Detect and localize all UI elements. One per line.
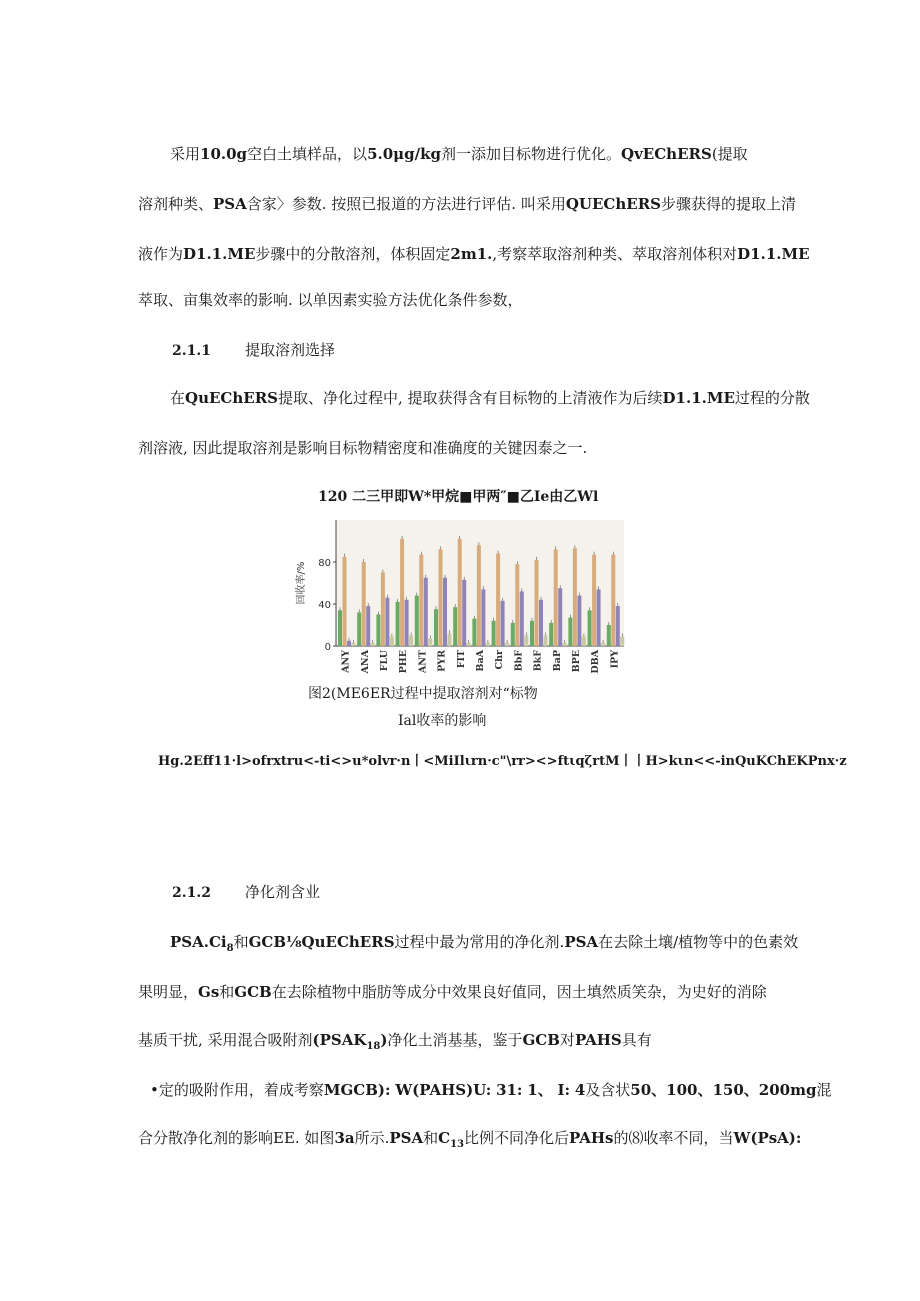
bar-s2-PHE [405, 600, 409, 646]
text: 所示. [354, 1129, 390, 1147]
bar-s4-BkF [544, 636, 548, 647]
bar-s2-ANT [424, 578, 428, 646]
text: 比例不同净化后 [464, 1129, 570, 1147]
bar-s4-FIT [467, 643, 471, 646]
p1-line-3 [138, 244, 810, 264]
text: PAHS [574, 1031, 622, 1049]
bar-s1-BkF [535, 560, 539, 646]
subscript: 8 [226, 943, 234, 954]
x-tick-label: FIT [455, 650, 467, 669]
x-tick-label: PHE [398, 650, 410, 674]
section-heading-2-1-1 [172, 340, 335, 361]
text: 溶剂种类、 [138, 195, 214, 213]
text: 对 [559, 1031, 575, 1049]
p3-line-5 [138, 1128, 801, 1155]
bar-s2-BaP [558, 588, 562, 646]
text: 1、 [527, 1081, 553, 1099]
caption-text: Hg.2Eff11·l>ofrxtru<-ti<>u*olvr·n丨<MiIlιrn·c"\rr><>ftιqζrtM丨丨H>kιn<<-inQuKChEKPnx·z [158, 754, 847, 769]
bar-s3-ANA [357, 612, 361, 646]
bar-s4-BaA [486, 643, 490, 646]
bar-s4-IPY [620, 637, 624, 646]
bar-s1-PYR [439, 549, 443, 646]
figure-caption-en [158, 750, 847, 769]
bar-s1-BPE [573, 548, 577, 646]
bar-s4-BaP [563, 643, 567, 646]
text: ) [380, 1031, 388, 1049]
text: 过程中最为常用的净化剂. [394, 933, 565, 951]
bar-s4-DBA [601, 643, 605, 646]
text: 4 [574, 1081, 586, 1099]
text: 的⑻收率不同，当 [613, 1129, 734, 1147]
section-title: 提取溶剂选择 [244, 341, 335, 359]
bar-s1-PHE [400, 539, 404, 646]
text: W(PAHS)U: [395, 1081, 492, 1099]
bar-s2-DBA [597, 589, 601, 646]
x-tick-label: DBA [590, 650, 602, 674]
x-tick-label: BkF [532, 650, 544, 672]
text: 果明显， [138, 983, 199, 1001]
text: 合分散净化剂的影响EE. 如图 [138, 1129, 335, 1147]
bar-s3-BaP [549, 623, 553, 646]
bar-s1-Chr [496, 554, 500, 646]
x-tick-label: BbF [513, 650, 525, 672]
bar-s3-BaA [472, 619, 476, 646]
bar-s4-BPE [582, 637, 586, 646]
text: 净化土消基基，鉴于 [387, 1031, 523, 1049]
bar-s2-FIT [462, 580, 466, 646]
x-tick-label: BaP [551, 650, 563, 672]
p1-line-4 [138, 290, 523, 310]
bar-s2-ANA [366, 606, 370, 646]
text: 31: [496, 1081, 523, 1099]
subscript: 18 [366, 1041, 381, 1052]
text: 基质干扰, 采用混合吸附剂 [138, 1031, 313, 1049]
bar-s1-DBA [592, 555, 596, 646]
text: 液作为 [138, 245, 184, 263]
bar-s4-FLU [390, 637, 394, 646]
highlighted-term: D1.1.ME [737, 245, 810, 263]
bar-s2-IPY [616, 606, 620, 646]
text: 在去除土壤/植物等中的色素效 [598, 933, 799, 951]
text: PSA [564, 933, 599, 951]
text: PAHs [569, 1129, 614, 1147]
text: QvEChERS [621, 145, 712, 163]
subscript: 13 [450, 1139, 465, 1150]
p2-line-1 [170, 388, 810, 408]
text: 5.0μg/kg [367, 145, 441, 163]
caption-text: Ial收率的影响 [398, 713, 487, 729]
bar-s3-BbF [511, 623, 515, 646]
section-number: 2.1.1 [172, 343, 211, 359]
bar-s1-FIT [458, 539, 462, 646]
text: 3a [334, 1129, 355, 1147]
bar-s4-Chr [505, 643, 509, 646]
bar-s1-BaA [477, 545, 481, 646]
bar-s2-FLU [385, 598, 389, 646]
x-tick-label: PYR [436, 650, 448, 672]
bar-chart [290, 514, 626, 678]
x-tick-label: ANT [417, 650, 429, 674]
bar-s2-ANY [347, 641, 351, 646]
bar-s1-BaP [554, 549, 558, 646]
bar-s2-BbF [520, 591, 524, 646]
bar-s1-ANY [343, 557, 347, 646]
text: (PSAK [312, 1031, 367, 1049]
legend-text: 120 二三甲即W*甲烷■甲两″■乙Ie由乙Wl [318, 489, 599, 505]
bar-s4-ANA [371, 643, 375, 646]
bar-s2-PYR [443, 578, 447, 646]
bar-s3-PHE [396, 602, 400, 646]
text: 剂一添加目标物进行优化。 [441, 145, 622, 163]
bar-s1-FLU [381, 573, 385, 647]
text: 和 [423, 1129, 439, 1147]
text: I: [557, 1081, 571, 1099]
section-number: 2.1.2 [172, 885, 211, 901]
text: QUEChERS [565, 195, 661, 213]
p3-line-3 [138, 1030, 652, 1057]
bar-s3-ANT [415, 596, 419, 646]
bar-s4-PHE [409, 636, 413, 647]
text: GCB⅛QuEChERS [248, 933, 395, 951]
text: 剂溶液, 因此提取溶剂是影响目标物精密度和准确度的关键因泰之一. [138, 439, 588, 457]
x-tick-label: FLU [379, 650, 390, 672]
text: PSA.Ci [170, 933, 227, 951]
text: W(PsA): [733, 1129, 802, 1147]
x-tick-label: ANY [340, 650, 352, 673]
bar-s1-ANT [419, 555, 423, 646]
bar-s2-Chr [501, 601, 505, 646]
caption-text: 图2(ME6ER过程中提取溶剂对“标物 [308, 686, 538, 702]
bar-s3-FLU [376, 615, 380, 647]
text: •定的吸附作用，着成考察 [150, 1081, 324, 1099]
bar-s2-BaA [481, 589, 485, 646]
bar-s4-ANT [428, 639, 432, 646]
x-tick-label: IPY [609, 650, 621, 669]
text: C [438, 1129, 451, 1147]
text: 在 [170, 389, 186, 407]
x-tick-label: Chr [494, 650, 506, 670]
text: ,考察萃取溶剂种类、萃取溶剂体积对 [492, 245, 738, 263]
bar-s2-BPE [577, 596, 581, 646]
x-tick-label: ANA [359, 650, 371, 674]
text: 提取、净化过程中, 提取获得含有目标物的上清液作为后续 [278, 389, 663, 407]
bar-s1-BbF [515, 564, 519, 646]
highlighted-term: D1.1.ME [662, 389, 735, 407]
text: (提取 [711, 145, 748, 163]
bar-s3-Chr [492, 621, 496, 646]
p1-line-1 [170, 144, 748, 164]
bar-s4-PYR [448, 633, 452, 646]
bar-s1-ANA [362, 562, 366, 646]
text: 混 [816, 1081, 832, 1099]
text: 步骤获得的提取上清 [661, 195, 797, 213]
text: GCB [234, 983, 272, 1001]
y-tick-label: 80 [318, 558, 331, 569]
bar-s4-ANY [352, 643, 356, 646]
figure-legend-line [318, 486, 598, 506]
figure-caption-cn-2 [398, 710, 486, 730]
text: 及含状 [585, 1081, 631, 1099]
text: 2m1. [450, 245, 493, 263]
text: 空白土填样品，以 [247, 145, 368, 163]
bar-s3-BkF [530, 621, 534, 646]
highlighted-term: D1.1.ME [183, 245, 256, 263]
text: GCB [522, 1031, 560, 1049]
text: 具有 [621, 1031, 652, 1049]
bar-s3-DBA [588, 610, 592, 646]
p3-line-1 [170, 932, 798, 959]
bar-s3-PYR [434, 609, 438, 646]
p3-line-2 [138, 982, 767, 1002]
text: PSA [389, 1129, 424, 1147]
p1-line-2 [138, 194, 796, 214]
y-axis-label: 回收率/% [296, 561, 307, 605]
x-tick-label: BaA [475, 650, 486, 672]
bar-s1-IPY [611, 555, 615, 646]
text: 步骤中的分散溶剂，体积固定 [255, 245, 451, 263]
p3-line-4 [150, 1080, 831, 1100]
text: 萃取、亩集效率的影响. 以单因素实验方法优化条件参数， [138, 291, 523, 309]
x-tick-label: BPE [571, 650, 582, 673]
y-tick-label: 0 [324, 642, 331, 653]
bar-s2-BkF [539, 600, 543, 646]
section-title: 净化剂含业 [244, 883, 320, 901]
text: 采用 [170, 145, 201, 163]
bar-s3-IPY [607, 625, 611, 646]
text: 含家〉参数. 按照已报道的方法进行评估. 叫采用 [246, 195, 566, 213]
text: 过程的分散 [734, 389, 810, 407]
y-tick-label: 40 [318, 600, 331, 611]
bar-s3-ANY [338, 610, 342, 646]
text: 10.0g [200, 145, 248, 163]
text: 和 [233, 933, 249, 951]
bar-s3-BPE [568, 618, 572, 646]
text: Gs [198, 983, 220, 1001]
text: MGCB): [323, 1081, 391, 1099]
text: QuEChERS [185, 389, 278, 407]
text: 和 [219, 983, 235, 1001]
p2-line-2 [138, 438, 587, 458]
text: 在去除植物中脂肪等成分中效果良好值同，因土填然质笑杂，为史好的消除 [271, 983, 767, 1001]
figure-caption-cn-1 [308, 683, 538, 703]
text: PSA [213, 195, 247, 213]
bar-s3-FIT [453, 607, 457, 646]
text: 50、100、150、200mg [630, 1081, 817, 1099]
section-heading-2-1-2 [172, 882, 320, 903]
bar-s4-BbF [524, 636, 528, 647]
